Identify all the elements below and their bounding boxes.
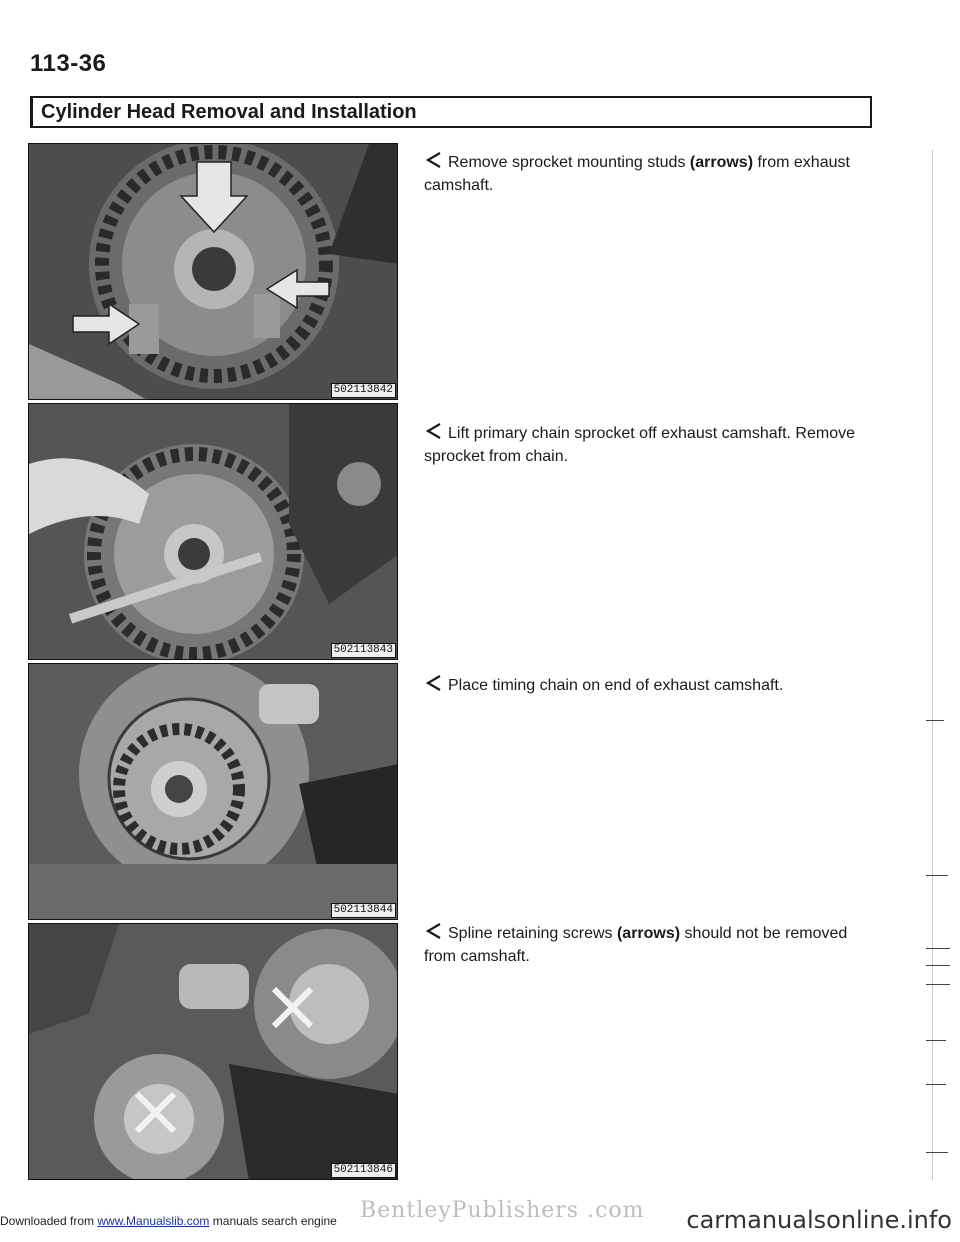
page-number: 113-36 <box>30 50 107 77</box>
photo-lift-sprocket <box>28 403 398 660</box>
margin-tick <box>926 1152 948 1153</box>
pointer-arrow-icon <box>424 150 444 170</box>
step-4-text <box>424 921 864 968</box>
manualslib-link[interactable]: www.Manualslib.com <box>97 1214 210 1228</box>
margin-tick <box>926 948 950 949</box>
margin-tick <box>926 720 944 721</box>
margin-tick <box>926 1040 946 1041</box>
step-text: Lift primary chain sprocket off exhaust camshaft. Remove sprocket from chain. <box>424 425 855 465</box>
section-title-bar <box>30 96 872 128</box>
step-text: Place timing chain on end of exhaust camshaft. <box>448 677 784 694</box>
step-emphasis: (arrows) <box>689 154 754 171</box>
section-title: Cylinder Head Removal and Installation <box>41 101 417 123</box>
step-2-text <box>424 421 864 468</box>
pointer-arrow-icon <box>424 673 444 693</box>
pointer-arrow-icon <box>424 421 444 441</box>
step-text-end: should not be removed from camshaft. <box>424 925 848 965</box>
footer-prefix: Downloaded from <box>0 1214 98 1228</box>
step-text: Remove sprocket mounting studs <box>448 154 690 171</box>
photo-code: 502113843 <box>331 643 396 658</box>
photo-spline-screws <box>28 923 398 1180</box>
margin-tick <box>926 965 950 966</box>
site-watermark: carmanualsonline.info <box>686 1206 952 1234</box>
photo-code: 502113844 <box>331 903 396 918</box>
step-3-text <box>424 673 864 697</box>
download-footer <box>0 1214 337 1228</box>
margin-tick <box>926 984 950 985</box>
photo-timing-chain <box>28 663 398 920</box>
margin-tick <box>926 875 948 876</box>
step-emphasis: (arrows) <box>616 925 681 942</box>
photo-sprocket-studs <box>28 143 398 400</box>
photo-code: 502113846 <box>331 1163 396 1178</box>
step-text: Spline retaining screws <box>448 925 617 942</box>
step-1-text <box>424 150 864 197</box>
margin-rule <box>932 150 933 1180</box>
margin-tick <box>926 1084 946 1085</box>
pointer-arrow-icon <box>424 921 444 941</box>
publisher-watermark: BentleyPublishers .com <box>360 1198 645 1223</box>
step-text-end: from exhaust camshaft. <box>424 154 850 194</box>
footer-suffix: manuals search engine <box>209 1214 337 1228</box>
photo-code: 502113842 <box>331 383 396 398</box>
